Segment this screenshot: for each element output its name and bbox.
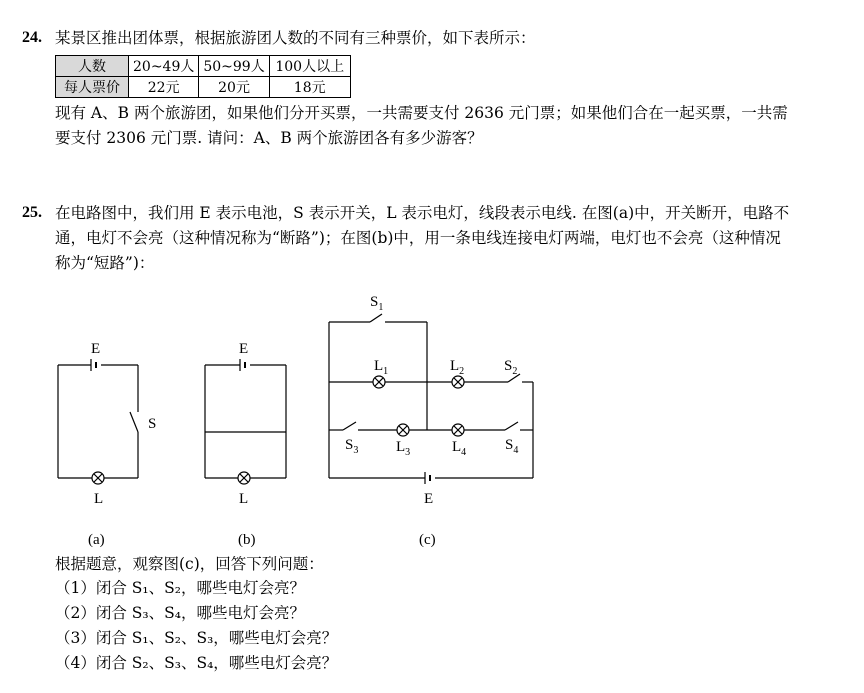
table-cell: 20元 [199,77,269,98]
figure-caption-a: (a) [88,532,105,548]
switch-s3-label: $S_3$ [345,437,359,456]
question-24-intro: 某景区推出团体票，根据旅游团人数的不同有三种票价，如下表所示： [55,29,536,47]
table-cell: 20~49人 [129,56,199,77]
question-25-prompt: 根据题意，观察图(c)，回答下列问题： [55,555,324,573]
subquestion-3: （3）闭合 S₁、S₂、S₃，哪些电灯会亮？ [55,629,338,647]
figure-caption-b: (b) [238,532,256,548]
subquestion-2: （2）闭合 S₃、S₄，哪些电灯会亮？ [55,604,305,622]
lamp-l4-icon [452,424,464,436]
switch-s2-label: $S_2$ [504,358,518,377]
question-24-line-1: 现有 A、B 两个旅游团，如果他们分开买票，一共需要支付 2636 元门票；如果他们合在一起买票，一共需 [55,104,788,122]
lamp-l3-label: $L_3$ [396,439,411,458]
table-cell: 50~99人 [199,56,269,77]
table-cell: 22元 [129,77,199,98]
table-header-cell: 每人票价 [56,77,129,98]
switch-s4-label: $S_4$ [505,437,519,456]
battery-label: E [424,491,434,507]
lamp-l3-icon [397,424,409,436]
lamp-l1-label: $L_1$ [374,358,389,377]
lamp-l2-label: $L_2$ [450,358,465,377]
circuit-a [58,359,138,484]
figure-caption-c: (c) [419,532,436,548]
table-cell: 18元 [269,77,350,98]
question-25-line-3: 称为“短路”)： [55,254,155,272]
question-24-number: 24. [22,29,42,46]
question-24-line-2: 要支付 2306 元门票. 请问：A、B 两个旅游团各有多少游客？ [55,129,483,147]
subquestion-1: （1）闭合 S₁、S₂，哪些电灯会亮？ [55,579,305,597]
battery-label: E [239,341,249,357]
lamp-label: L [94,491,104,507]
question-25-line-1: 在电路图中，我们用 E 表示电池，S 表示开关，L 表示电灯，线段表示电线. 在图(a)中，开关断开，电路不 [55,204,790,222]
switch-blade [130,412,138,432]
question-25-line-2: 通，电灯不会亮（这种情况称为“断路”)；在图(b)中，用一条电线连接电灯两端，电灯也不会亮（这种情况 [55,229,781,247]
switch-s1-label: $S_1$ [370,294,384,313]
circuit-c [329,314,533,484]
table-header-cell: 人数 [56,56,129,77]
table-cell: 100人以上 [269,56,350,77]
battery-label: E [91,341,101,357]
switch-s1-blade [370,314,382,322]
switch-label: S [148,416,157,432]
lamp-l4-label: $L_4$ [452,439,467,458]
lamp-icon [238,472,250,484]
switch-s3-blade [343,422,356,430]
question-25-number: 25. [22,204,42,221]
circuit-b [205,359,286,484]
lamp-label: L [239,491,249,507]
lamp-l1-icon [373,376,385,388]
subquestion-4: （4）闭合 S₂、S₃、S₄，哪些电灯会亮？ [55,654,338,672]
switch-s4-blade [505,422,518,430]
lamp-icon [92,472,104,484]
lamp-l2-icon [452,376,464,388]
